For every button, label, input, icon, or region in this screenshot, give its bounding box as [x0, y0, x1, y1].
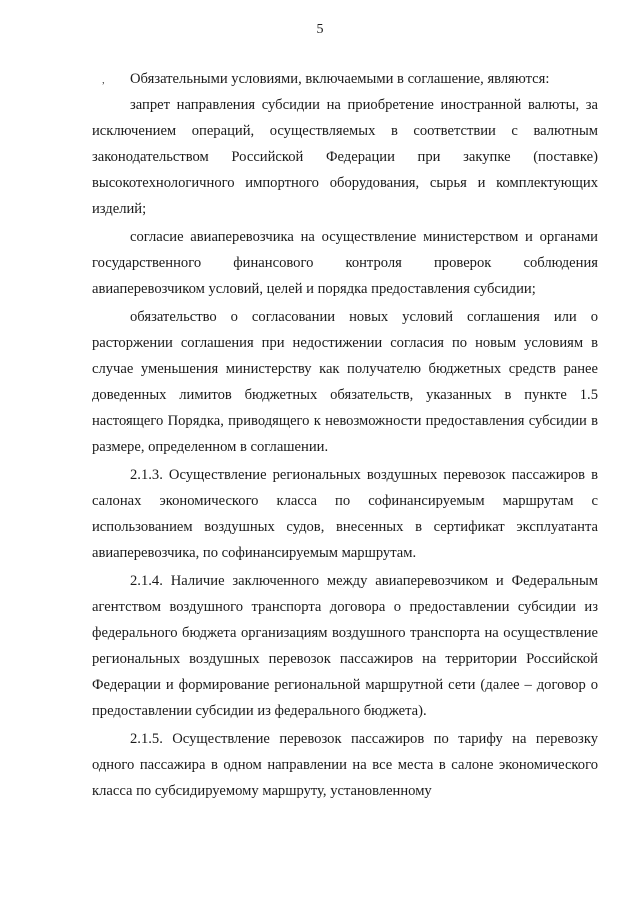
paragraph-2-1-5: 2.1.5. Осуществление перевозок пассажиров по тарифу на перевозку одного пассажира в одном направлении на все места в салоне экономического класса по субсидируемому маршруту, установленному [92, 731, 598, 799]
paragraph-carrier-consent: согласие авиаперевозчика на осуществление министерством и органами государственного финансового контроля проверок соблюдения авиаперевозчиком условий, целей и порядка предоставления субсидии; [92, 229, 598, 297]
paragraph-2-1-4: 2.1.4. Наличие заключенного между авиаперевозчиком и Федеральным агентством воздушного транспорта договора о предоставлении субсидии из федерального бюджета организациям воздушного транспорта на осуществление региональных воздушных перевозок пассажиров на территории Российской Федерации и формирование региональной маршрутной сети (далее – договор о предоставлении субсидии из федерального бюджета). [92, 573, 598, 719]
paragraph-conditions-intro: Обязательными условиями, включаемыми в соглашение, являются: [130, 71, 550, 87]
paragraph-2-1-3: 2.1.3. Осуществление региональных воздушных перевозок пассажиров в салонах экономического класса по софинансируемым маршрутам с использованием воздушных судов, внесенных в сертификат эксплуатанта авиаперевозчика, по софинансируемым маршрутам. [92, 467, 598, 561]
page-number: 5 [316, 22, 324, 37]
document-body [92, 66, 598, 804]
paragraph-agreement-obligation: обязательство о согласовании новых условий соглашения или о расторжении соглашения при недостижении согласия по новым условиям в случае уменьшения министерству как получателю бюджетных средств ранее доведенных лимитов бюджетных обязательств, указанных в пункте 1.5 настоящего Порядка, приводящего к невозможности предоставления субсидии в размере, определенном в соглашении. [92, 309, 598, 455]
paragraph-currency-ban: запрет направления субсидии на приобретение иностранной валюты, за исключением операций, осуществляемых в соответствии с валютным законодательством Российской Федерации при закупке (поставке) высокотехнологичного импортного оборудования, сырья и комплектующих изделий; [92, 97, 598, 217]
scan-mark: , [102, 74, 105, 86]
